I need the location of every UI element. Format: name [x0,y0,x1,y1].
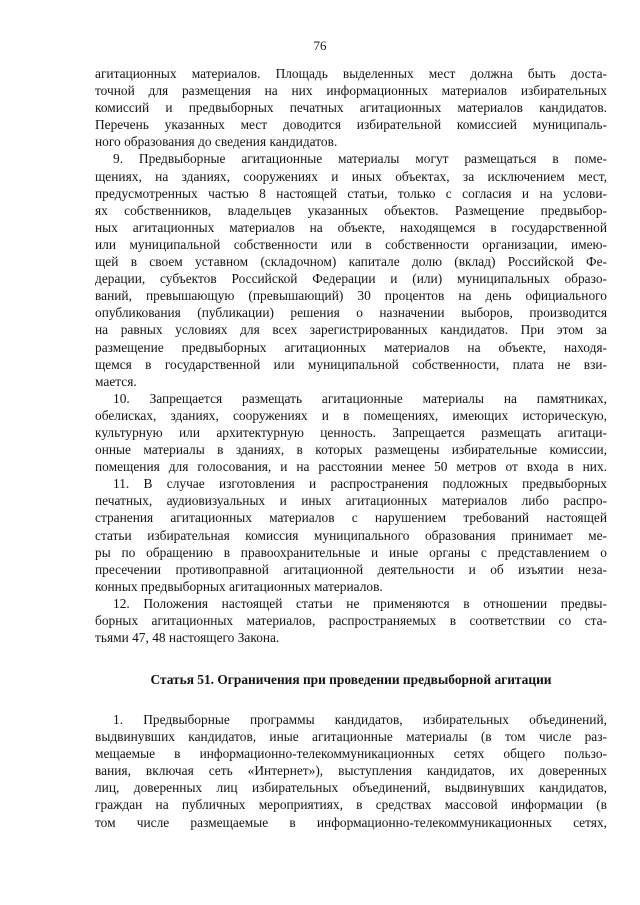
text-line: печатных, аудиовизуальных и иных агитационных материалов либо распро- [95,493,607,509]
text-line: статьи избирательная комиссия муниципального образования принимает ме- [95,527,607,543]
text-line: ры по обращению в правоохранительные и иные органы с представлением о [95,544,607,560]
article-heading-block [95,671,607,688]
text-line: обелисках, зданиях, сооружениях и в помещениях, имеющих историческую, [95,407,607,423]
text-line: предусмотренных частью 8 настоящей статьи, только с согласия и на услови- [95,185,607,201]
paragraph-11-first-line: 11. В случае изготовления и распространения подложных предвыборных [113,476,607,492]
text-line: мается. [95,373,137,389]
text-block-article-51 [95,711,607,831]
text-line: вания, включая сеть «Интернет»), выступления кандидатов, их доверенных [95,763,607,779]
text-line: странения агитационных материалов с нарушением требований настоящей [95,510,607,526]
text-line: граждан на публичных мероприятиях, в средствах массовой информации (в [95,797,607,813]
text-line: Перечень указанных мест доводится избирательной комиссией муниципаль- [95,117,607,133]
paragraph-9-first-line: 9. Предвыборные агитационные материалы могут размещаться в поме- [113,151,607,167]
article-heading: Статья 51. Ограничения при проведении предвыборной агитации [150,672,552,687]
text-line: ных агитационных материалов на объекте, находящемся в государственной [95,219,607,235]
paragraph-1-first-line: 1. Предвыборные программы кандидатов, избирательных объединений, [113,712,607,727]
text-line: точной для размещения на них информационных материалов избирательных [95,83,607,99]
text-line: борных агитационных материалов, распространяемых в соответствии со ста- [95,613,607,628]
text-line: на равных условиях для всех зарегистрированных кандидатов. При этом за [95,322,607,338]
text-line: или муниципальной собственности или в собственности организации, имею- [95,236,607,252]
text-line: культурную или архитектурную ценность. Запрещается размещать агитаци- [95,424,607,440]
text-line: щениях, на зданиях, сооружениях и иных объектах, за исключением мест, [95,168,607,184]
text-line: тьями 47, 48 настоящего Закона. [95,630,280,646]
text-line: пресечении противоправной агитационной деятельности и об изъятии неза- [95,561,607,577]
text-line: размещение предвыборных агитационных материалов на объекте, находя- [95,339,607,355]
paragraph-12-first-line: 12. Положения настоящей статьи не применяются в отношении предвы- [113,595,607,611]
text-line: лиц, доверенных лиц избирательных объединений, выдвинувших кандидатов, [95,780,607,796]
text-line: ного образования до сведения кандидатов. [95,134,338,150]
text-line: помещения для голосования, и на расстоянии менее 50 метров от входа в них. [95,459,607,475]
text-line: дерации, субъектов Российской Федерации и (или) муниципальных образо- [95,271,607,287]
paragraph-10-first-line: 10. Запрещается размещать агитационные материалы на памятниках, [113,390,607,406]
text-line: выдвинувших кандидатов, иные агитационные материалы (в том числе раз- [95,729,607,745]
text-line: опубликования (публикации) решения о назначении выборов, производится [95,305,607,321]
text-line: конных предвыборных агитационных материалов. [95,578,383,594]
text-line: ях собственников, владельцев указанных объектов. Размещение предвыбор- [95,202,607,218]
text-line: том числе размещаемые в информационно-телекоммуникационных сетях, [95,814,607,830]
text-line: мещаемые в информационно-телекоммуникационных сетях общего пользо- [95,746,607,762]
text-line: щемся в государственной или муниципальной собственности, плата не взи- [95,356,607,372]
text-line: ваний, превышающую (превышающий) 30 процентов на день официального [95,288,607,304]
text-line: агитационных материалов. Площадь выделенных мест должна быть доста- [95,66,607,81]
text-line: онные материалы в зданиях, в которых размещены избирательные комиссии, [95,442,607,458]
text-line: щей в своем уставном (складочном) капитале долю (вклад) Российской Фе- [95,254,607,270]
text-line: комиссий и предвыборных печатных агитационных материалов кандидатов. [95,100,607,116]
text-block-continuation [95,65,607,646]
page-number: 76 [313,38,327,53]
